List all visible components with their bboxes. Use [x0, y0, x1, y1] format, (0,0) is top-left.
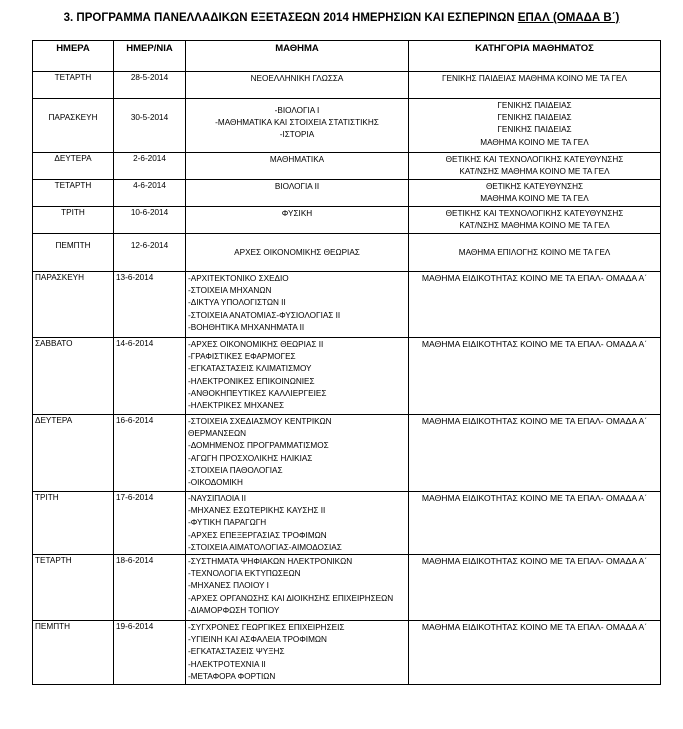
- title-prefix: 3. ΠΡΟΓΡΑΜΜΑ ΠΑΝΕΛΛΑΔΙΚΩΝ ΕΞΕΤΑΣΕΩΝ 2014 ΗΜΕΡΗΣΙΩΝ ΚΑΙ ΕΣΠΕΡΙΝΩΝ: [63, 12, 515, 24]
- header-subject: ΜΑΘΗΜΑ: [186, 41, 409, 72]
- category-line: ΘΕΤΙΚΗΣ ΚΑΙ ΤΕΧΝΟΛΟΓΙΚΗΣ ΚΑΤΕΥΘΥΝΣΗΣ: [445, 209, 624, 218]
- category-line: ΜΑΘΗΜΑ ΚΟΙΝΟ ΜΕ ΤΑ ΓΕΛ: [480, 194, 589, 204]
- subject-line: -ΜΑΘΗΜΑΤΙΚΑ ΚΑΙ ΣΤΟΙΧΕΙΑ ΣΤΑΤΙΣΤΙΚΗΣ: [215, 118, 379, 128]
- category-cell: [409, 415, 661, 492]
- subject-line: -ΔΙΚΤΥΑ ΥΠΟΛΟΓΙΣΤΩΝ ΙΙ: [188, 298, 286, 308]
- table-row: [33, 272, 661, 338]
- category-cell: [409, 72, 661, 99]
- subject-line: -ΕΓΚΑΤΑΣΤΑΣΕΙΣ ΚΛΙΜΑΤΙΣΜΟΥ: [188, 364, 312, 374]
- category-line: ΓΕΝΙΚΗΣ ΠΑΙΔΕΙΑΣ: [497, 125, 572, 135]
- table-row: [33, 492, 661, 555]
- date-cell: 16-6-2014: [114, 415, 186, 492]
- subject-line: -ΣΤΟΙΧΕΙΑ ΠΑΘΟΛΟΓΙΑΣ: [188, 465, 283, 475]
- subject-line: -ΝΑΥΣΙΠΛΟΙΑ ΙΙ: [188, 494, 246, 503]
- day-cell: ΠΑΡΑΣΚΕΥΗ: [33, 99, 114, 153]
- subject-line: ΜΑΘΗΜΑΤΙΚΑ: [269, 155, 325, 164]
- subject-line: -ΜΕΤΑΦΟΡΑ ΦΟΡΤΙΩΝ: [188, 671, 276, 681]
- subject-line: -ΗΛΕΚΤΡΟΤΕΧΝΙΑ ΙΙ: [188, 659, 266, 669]
- category-cell: [409, 153, 661, 180]
- subject-line: -ΟΙΚΟΔΟΜΙΚΗ: [188, 478, 243, 488]
- date-cell: 10-6-2014: [114, 207, 186, 234]
- subject-line: -ΕΓΚΑΤΑΣΤΑΣΕΙΣ ΨΥΞΗΣ: [188, 647, 285, 657]
- category-line: ΚΑΤ/ΝΣΗΣ ΜΑΘΗΜΑ ΚΟΙΝΟ ΜΕ ΤΑ ΓΕΛ: [459, 167, 610, 177]
- subject-line: ΒΙΟΛΟΓΙΑ ΙΙ: [274, 182, 320, 191]
- category-line: ΚΑΤ/ΝΣΗΣ ΜΑΘΗΜΑ ΚΟΙΝΟ ΜΕ ΤΑ ΓΕΛ: [459, 221, 610, 231]
- table-row: [33, 153, 661, 180]
- table-row: [33, 338, 661, 415]
- category-cell: [409, 272, 661, 338]
- subject-line: -ΔΙΑΜΟΡΦΩΣΗ ΤΟΠΙΟΥ: [188, 605, 280, 615]
- table-row: [33, 99, 661, 153]
- table-row: [33, 234, 661, 272]
- day-cell: ΣΑΒΒΑΤΟ: [33, 338, 114, 415]
- subject-line: -ΓΡΑΦΙΣΤΙΚΕΣ ΕΦΑΡΜΟΓΕΣ: [188, 352, 296, 362]
- category-line: ΜΑΘΗΜΑ ΕΙΔΙΚΟΤΗΤΑΣ ΚΟΙΝΟ ΜΕ ΤΑ ΕΠΑΛ- ΟΜΑΔΑ Α΄: [421, 556, 648, 567]
- table-row: [33, 415, 661, 492]
- day-cell: ΤΕΤΑΡΤΗ: [33, 180, 114, 207]
- category-cell: [409, 207, 661, 234]
- subject-cell: [186, 492, 409, 555]
- subject-line: -ΒΟΗΘΗΤΙΚΑ ΜΗΧΑΝΗΜΑΤΑ ΙΙ: [188, 322, 305, 332]
- subject-line: -ΗΛΕΚΤΡΟΝΙΚΕΣ ΕΠΙΚΟΙΝΩΝΙΕΣ: [188, 376, 315, 386]
- day-cell: ΠΕΜΠΤΗ: [33, 621, 114, 685]
- category-line: ΜΑΘΗΜΑ ΕΙΔΙΚΟΤΗΤΑΣ ΚΟΙΝΟ ΜΕ ΤΑ ΕΠΑΛ- ΟΜΑΔΑ Α΄: [421, 493, 648, 503]
- category-line: ΓΕΝΙΚΗΣ ΠΑΙΔΕΙΑΣ ΜΑΘΗΜΑ ΚΟΙΝΟ ΜΕ ΤΑ ΓΕΛ: [442, 74, 627, 83]
- subject-line: -ΑΓΩΓΗ ΠΡΟΣΧΟΛΙΚΗΣ ΗΛΙΚΙΑΣ: [188, 453, 313, 463]
- category-cell: [409, 338, 661, 415]
- day-cell: ΠΕΜΠΤΗ: [33, 234, 114, 272]
- table-row: [33, 555, 661, 621]
- category-cell: [409, 99, 661, 153]
- subject-line: -ΣΤΟΙΧΕΙΑ ΜΗΧΑΝΩΝ: [188, 286, 272, 296]
- subject-line: ΝΕΟΕΛΛΗΝΙΚΗ ΓΛΩΣΣΑ: [250, 74, 344, 83]
- subject-line: -ΔΟΜΗΜΕΝΟΣ ΠΡΟΓΡΑΜΜΑΤΙΣΜΟΣ: [188, 441, 329, 451]
- category-cell: [409, 555, 661, 621]
- category-line: ΜΑΘΗΜΑ ΕΙΔΙΚΟΤΗΤΑΣ ΚΟΙΝΟ ΜΕ ΤΑ ΕΠΑΛ- ΟΜΑΔΑ Α΄: [421, 339, 648, 349]
- subject-cell: [186, 180, 409, 207]
- subject-line: -ΑΡΧΕΣ ΟΡΓΑΝΩΣΗΣ ΚΑΙ ΔΙΟΙΚΗΣΗΣ ΕΠΙΧΕΙΡΗΣΕΩΝ: [188, 593, 394, 603]
- subject-line: -ΣΥΓΧΡΟΝΕΣ ΓΕΩΡΓΙΚΕΣ ΕΠΙΧΕΙΡΗΣΕΙΣ: [188, 623, 345, 633]
- subject-cell: [186, 153, 409, 180]
- subject-cell: [186, 415, 409, 492]
- subject-line: -ΥΓΙΕΙΝΗ ΚΑΙ ΑΣΦΑΛΕΙΑ ΤΡΟΦΙΜΩΝ: [188, 635, 327, 645]
- subject-line: -ΑΝΘΟΚΗΠΕΥΤΙΚΕΣ ΚΑΛΛΙΕΡΓΕΙΕΣ: [188, 388, 327, 398]
- table-row: [33, 72, 661, 99]
- subject-line: -ΣΤΟΙΧΕΙΑ ΑΝΑΤΟΜΙΑΣ-ΦΥΣΙΟΛΟΓΙΑΣ ΙΙ: [188, 310, 341, 320]
- document-title: [0, 12, 683, 24]
- day-cell: ΠΑΡΑΣΚΕΥΗ: [33, 272, 114, 338]
- subject-line: -ΦΥΤΙΚΗ ΠΑΡΑΓΩΓΗ: [188, 518, 267, 528]
- subject-cell: [186, 207, 409, 234]
- subject-cell: [186, 234, 409, 272]
- category-cell: [409, 234, 661, 272]
- category-line: ΜΑΘΗΜΑ ΕΠΙΛΟΓΗΣ ΚΟΙΝΟ ΜΕ ΤΑ ΓΕΛ: [458, 248, 611, 257]
- header-day: ΗΜΕΡΑ: [33, 41, 114, 72]
- date-cell: 4-6-2014: [114, 180, 186, 207]
- category-cell: [409, 621, 661, 685]
- subject-line: -ΗΛΕΚΤΡΙΚΕΣ ΜΗΧΑΝΕΣ: [188, 401, 285, 411]
- subject-line: -ΜΗΧΑΝΕΣ ΕΣΩΤΕΡΙΚΗΣ ΚΑΥΣΗΣ ΙΙ: [188, 506, 326, 516]
- exam-schedule-table: [32, 40, 661, 685]
- header-date: ΗΜΕΡ/ΝΙΑ: [114, 41, 186, 72]
- day-cell: ΤΡΙΤΗ: [33, 207, 114, 234]
- subject-line: ΘΕΡΜΑΝΣΕΩΝ: [188, 429, 247, 439]
- subject-line: -ΣΤΟΙΧΕΙΑ ΣΧΕΔΙΑΣΜΟΥ ΚΕΝΤΡΙΚΩΝ: [188, 417, 332, 426]
- subject-line: ΦΥΣΙΚΗ: [281, 209, 313, 218]
- category-line: ΜΑΘΗΜΑ ΚΟΙΝΟ ΜΕ ΤΑ ΓΕΛ: [480, 137, 589, 147]
- category-line: ΜΑΘΗΜΑ ΕΙΔΙΚΟΤΗΤΑΣ ΚΟΙΝΟ ΜΕ ΤΑ ΕΠΑΛ- ΟΜΑΔΑ Α΄: [421, 273, 648, 283]
- header-category: ΚΑΤΗΓΟΡΙΑ ΜΑΘΗΜΑΤΟΣ: [409, 41, 661, 72]
- table-row: [33, 207, 661, 234]
- date-cell: 18-6-2014: [114, 555, 186, 621]
- subject-line: -ΤΕΧΝΟΛΟΓΙΑ ΕΚΤΥΠΩΣΕΩΝ: [188, 569, 301, 579]
- day-cell: ΔΕΥΤΕΡΑ: [33, 415, 114, 492]
- category-line: ΘΕΤΙΚΗΣ ΚΑΙ ΤΕΧΝΟΛΟΓΙΚΗΣ ΚΑΤΕΥΘΥΝΣΗΣ: [445, 155, 624, 164]
- day-cell: ΤΕΤΑΡΤΗ: [33, 555, 114, 621]
- subject-line: -ΒΙΟΛΟΓΙΑ Ι: [274, 106, 320, 115]
- date-cell: 12-6-2014: [114, 234, 186, 272]
- table-row: [33, 180, 661, 207]
- date-cell: 14-6-2014: [114, 338, 186, 415]
- category-cell: [409, 492, 661, 555]
- subject-cell: [186, 99, 409, 153]
- subject-line: -ΣΥΣΤΗΜΑΤΑ ΨΗΦΙΑΚΩΝ ΗΛΕΚΤΡΟΝΙΚΩΝ: [188, 557, 353, 567]
- date-cell: 30-5-2014: [114, 99, 186, 153]
- subject-line: -ΑΡΧΙΤΕΚΤΟΝΙΚΟ ΣΧΕΔΙΟ: [188, 274, 289, 283]
- subject-line: -ΣΤΟΙΧΕΙΑ ΑΙΜΑΤΟΛΟΓΙΑΣ-ΑΙΜΟΔΟΣΙΑΣ: [188, 542, 342, 552]
- category-line: ΘΕΤΙΚΗΣ ΚΑΤΕΥΘΥΝΣΗΣ: [485, 182, 584, 191]
- category-line: ΜΑΘΗΜΑ ΕΙΔΙΚΟΤΗΤΑΣ ΚΟΙΝΟ ΜΕ ΤΑ ΕΠΑΛ- ΟΜΑΔΑ Α΄: [421, 416, 648, 426]
- subject-cell: [186, 72, 409, 99]
- subject-cell: [186, 621, 409, 685]
- date-cell: 13-6-2014: [114, 272, 186, 338]
- date-cell: 28-5-2014: [114, 72, 186, 99]
- date-cell: 2-6-2014: [114, 153, 186, 180]
- subject-cell: [186, 272, 409, 338]
- day-cell: ΤΡΙΤΗ: [33, 492, 114, 555]
- subject-line: -ΑΡΧΕΣ ΟΙΚΟΝΟΜΙΚΗΣ ΘΕΩΡΙΑΣ ΙΙ: [188, 340, 324, 349]
- day-cell: ΔΕΥΤΕΡΑ: [33, 153, 114, 180]
- date-cell: 19-6-2014: [114, 621, 186, 685]
- subject-cell: [186, 338, 409, 415]
- category-line: ΓΕΝΙΚΗΣ ΠΑΙΔΕΙΑΣ: [497, 113, 572, 123]
- title-underlined: ΕΠΑΛ (ΟΜΑΔΑ Β΄): [517, 12, 620, 24]
- subject-cell: [186, 555, 409, 621]
- subject-line: ΑΡΧΕΣ ΟΙΚΟΝΟΜΙΚΗΣ ΘΕΩΡΙΑΣ: [234, 248, 360, 257]
- subject-line: -ΜΗΧΑΝΕΣ ΠΛΟΙΟΥ Ι: [188, 581, 269, 591]
- date-cell: 17-6-2014: [114, 492, 186, 555]
- category-line: ΜΑΘΗΜΑ ΕΙΔΙΚΟΤΗΤΑΣ ΚΟΙΝΟ ΜΕ ΤΑ ΕΠΑΛ- ΟΜΑΔΑ Α΄: [421, 622, 648, 633]
- category-cell: [409, 180, 661, 207]
- day-cell: ΤΕΤΑΡΤΗ: [33, 72, 114, 99]
- subject-line: -ΙΣΤΟΡΙΑ: [279, 130, 315, 140]
- table-row: [33, 621, 661, 685]
- category-line: ΓΕΝΙΚΗΣ ΠΑΙΔΕΙΑΣ: [497, 101, 572, 110]
- subject-line: -ΑΡΧΕΣ ΕΠΕΞΕΡΓΑΣΙΑΣ ΤΡΟΦΙΜΩΝ: [188, 530, 327, 540]
- table-header-row: [33, 41, 661, 72]
